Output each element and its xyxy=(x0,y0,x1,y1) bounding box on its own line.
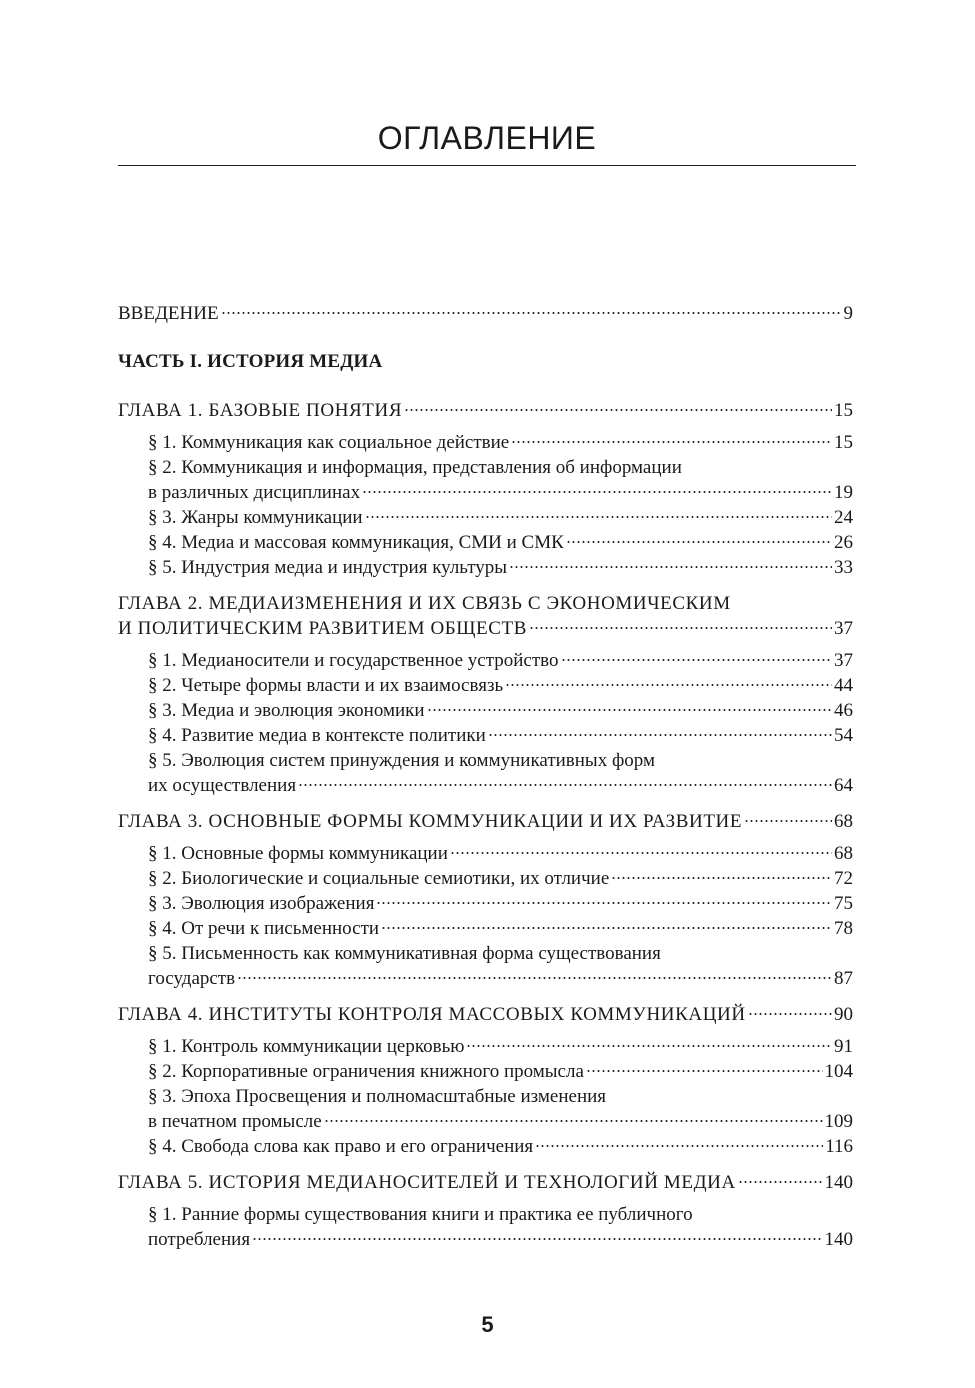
toc-entry-section[interactable] xyxy=(118,723,853,748)
toc-entry-section[interactable] xyxy=(118,773,853,798)
dot-leader xyxy=(509,566,832,568)
toc-entry-label: ГЛАВА 5. ИСТОРИЯ МЕДИАНОСИТЕЛЕЙ И ТЕХНОЛОГИЙ МЕДИА xyxy=(118,1172,736,1193)
toc-entry-label: ГЛАВА 3. ОСНОВНЫЕ ФОРМЫ КОММУНИКАЦИИ И ИХ РАЗВИТИЕ xyxy=(118,811,743,832)
toc-page-number: 104 xyxy=(824,1061,853,1082)
toc-entry-label: § 4. От речи к письменности xyxy=(148,918,380,939)
toc-page-number: 87 xyxy=(834,968,853,989)
dot-leader xyxy=(738,1181,823,1183)
toc-page-number: 75 xyxy=(834,893,853,914)
toc-page-number: 78 xyxy=(834,918,853,939)
dot-leader xyxy=(450,852,832,854)
section-title-line: § 5. Эволюция систем принуждения и коммуникативных форм xyxy=(148,750,655,771)
toc-entry-section[interactable] xyxy=(118,916,853,941)
toc-entry-section[interactable] xyxy=(118,891,853,916)
toc-entry-label: в различных дисциплинах xyxy=(148,482,361,503)
toc-entry-label: § 1. Контроль коммуникации церковью xyxy=(148,1036,465,1057)
toc-entry-section[interactable] xyxy=(118,673,853,698)
toc-entry-section[interactable] xyxy=(118,841,853,866)
chapter-heading xyxy=(118,809,853,834)
dot-leader xyxy=(611,877,832,879)
chapter-block xyxy=(118,1170,853,1252)
toc-page-number: 116 xyxy=(825,1136,853,1157)
toc-entry-section[interactable] xyxy=(118,530,853,555)
toc-entry-section[interactable] xyxy=(118,648,853,673)
toc-entry-chapter[interactable] xyxy=(118,1002,853,1027)
chapter-block xyxy=(118,591,853,798)
toc-entry-section[interactable] xyxy=(118,505,853,530)
toc-entry-section[interactable] xyxy=(118,1059,853,1084)
page-number: 5 xyxy=(481,1312,494,1337)
dot-leader xyxy=(298,784,832,786)
dot-leader xyxy=(488,734,832,736)
chapter-heading xyxy=(118,398,853,423)
toc-page-number: 26 xyxy=(834,532,853,553)
chapter-block xyxy=(118,398,853,580)
section-title-line: § 1. Ранние формы существования книги и практика ее публичного xyxy=(148,1204,693,1225)
dot-leader xyxy=(748,1013,832,1015)
toc-entry-label: § 1. Медианосители и государственное устройство xyxy=(148,650,559,671)
dot-leader xyxy=(324,1120,823,1122)
toc-entry-label: ГЛАВА 4. ИНСТИТУТЫ КОНТРОЛЯ МАССОВЫХ КОММУНИКАЦИЙ xyxy=(118,1004,746,1025)
chapter-heading xyxy=(118,1170,853,1195)
toc-page-number: 19 xyxy=(834,482,853,503)
toc-entry-label: § 4. Медиа и массовая коммуникация, СМИ и СМК xyxy=(148,532,564,553)
toc-page-number: 64 xyxy=(834,775,853,796)
toc-entry-label: § 3. Медиа и эволюция экономики xyxy=(148,700,425,721)
toc-entry-label: государств xyxy=(148,968,236,989)
page-title: ОГЛАВЛЕНИЕ xyxy=(377,120,597,156)
toc-entry-section[interactable] xyxy=(118,430,853,455)
toc-entry-section[interactable] xyxy=(118,1227,853,1252)
toc-page-number: 15 xyxy=(834,432,853,453)
dot-leader xyxy=(586,1070,823,1072)
toc-page-number: 54 xyxy=(834,725,853,746)
toc-entry-label: ГЛАВА 1. БАЗОВЫЕ ПОНЯТИЯ xyxy=(118,400,403,421)
toc-entry-section[interactable] xyxy=(118,966,853,991)
dot-leader xyxy=(744,820,832,822)
dot-leader xyxy=(381,927,832,929)
dot-leader xyxy=(529,627,832,629)
dot-leader xyxy=(566,541,832,543)
toc-entry-label: § 1. Коммуникация как социальное действие xyxy=(148,432,510,453)
toc-entry-label: потребления xyxy=(148,1229,251,1250)
toc-page-number: 68 xyxy=(834,811,853,832)
toc-entry-label: § 1. Основные формы коммуникации xyxy=(148,843,448,864)
toc-entry-chapter[interactable] xyxy=(118,809,853,834)
toc-entry-label: в печатном промысле xyxy=(148,1111,322,1132)
toc-entry-label: § 4. Развитие медиа в контексте политики xyxy=(148,725,486,746)
dot-leader xyxy=(535,1145,823,1147)
toc-entry-section[interactable] xyxy=(118,866,853,891)
toc-entry-section[interactable] xyxy=(118,698,853,723)
toc-page-number: 72 xyxy=(834,868,853,889)
dot-leader xyxy=(404,409,832,411)
toc-page-number: 44 xyxy=(834,675,853,696)
toc-page-number: 140 xyxy=(824,1172,853,1193)
chapter-block xyxy=(118,1002,853,1159)
table-of-contents xyxy=(118,301,853,1263)
chapter-heading xyxy=(118,591,853,641)
chapter-block xyxy=(118,809,853,991)
dot-leader xyxy=(365,516,832,518)
section-title-line: § 2. Коммуникация и информация, представления об информации xyxy=(148,457,682,478)
toc-entry-chapter[interactable] xyxy=(118,398,853,423)
toc-page-number: 68 xyxy=(834,843,853,864)
toc-entry-label: § 4. Свобода слова как право и его ограничения xyxy=(148,1136,534,1157)
toc-page-number: 15 xyxy=(834,400,853,421)
toc-entry-section[interactable] xyxy=(118,555,853,580)
toc-page-number: 9 xyxy=(843,303,853,324)
toc-page-number: 24 xyxy=(834,507,853,528)
toc-entry-introduction[interactable] xyxy=(118,301,853,326)
dot-leader xyxy=(561,659,832,661)
toc-entry-chapter[interactable] xyxy=(118,1170,853,1195)
dot-leader xyxy=(237,977,832,979)
toc-page-number: 33 xyxy=(834,557,853,578)
toc-entry-label: § 3. Эволюция изображения xyxy=(148,893,375,914)
toc-page-number: 140 xyxy=(824,1229,853,1250)
toc-entry-label: И ПОЛИТИЧЕСКИМ РАЗВИТИЕМ ОБЩЕСТВ xyxy=(118,618,527,639)
toc-entry-section[interactable] xyxy=(118,1109,853,1134)
dot-leader xyxy=(221,312,842,314)
toc-entry-label: § 2. Четыре формы власти и их взаимосвязь xyxy=(148,675,504,696)
toc-entry-label: § 2. Биологические и социальные семиотики, их отличие xyxy=(148,868,610,889)
toc-entry-label: их осуществления xyxy=(148,775,297,796)
dot-leader xyxy=(427,709,832,711)
part-heading: ЧАСТЬ I. ИСТОРИЯ МЕДИА xyxy=(118,351,383,372)
title-rule xyxy=(118,165,856,166)
dot-leader xyxy=(252,1238,822,1240)
toc-page-number: 46 xyxy=(834,700,853,721)
toc-entry-chapter[interactable] xyxy=(118,616,853,641)
dot-leader xyxy=(362,491,832,493)
toc-page-number: 37 xyxy=(834,618,853,639)
toc-entry-section[interactable] xyxy=(118,1134,853,1159)
toc-page-number: 91 xyxy=(834,1036,853,1057)
toc-entry-section[interactable] xyxy=(118,480,853,505)
dot-leader xyxy=(466,1045,832,1047)
dot-leader xyxy=(505,684,832,686)
toc-page-number: 37 xyxy=(834,650,853,671)
toc-entry-label: ВВЕДЕНИЕ xyxy=(118,303,219,324)
toc-entry-label: § 2. Корпоративные ограничения книжного промысла xyxy=(148,1061,584,1082)
toc-page-number: 90 xyxy=(834,1004,853,1025)
section-title-line: § 5. Письменность как коммуникативная форма существования xyxy=(148,943,661,964)
toc-entry-label: § 5. Индустрия медиа и индустрия культуры xyxy=(148,557,508,578)
section-title-line: § 3. Эпоха Просвещения и полномасштабные изменения xyxy=(148,1086,607,1107)
toc-page-number: 109 xyxy=(824,1111,853,1132)
toc-entry-section[interactable] xyxy=(118,1034,853,1059)
dot-leader xyxy=(376,902,832,904)
chapter-heading xyxy=(118,1002,853,1027)
toc-entry-label: § 3. Жанры коммуникации xyxy=(148,507,363,528)
chapter-list xyxy=(118,398,853,1252)
dot-leader xyxy=(511,441,832,443)
chapter-title-line: ГЛАВА 2. МЕДИАИЗМЕНЕНИЯ И ИХ СВЯЗЬ С ЭКОНОМИЧЕСКИМ xyxy=(118,593,731,614)
